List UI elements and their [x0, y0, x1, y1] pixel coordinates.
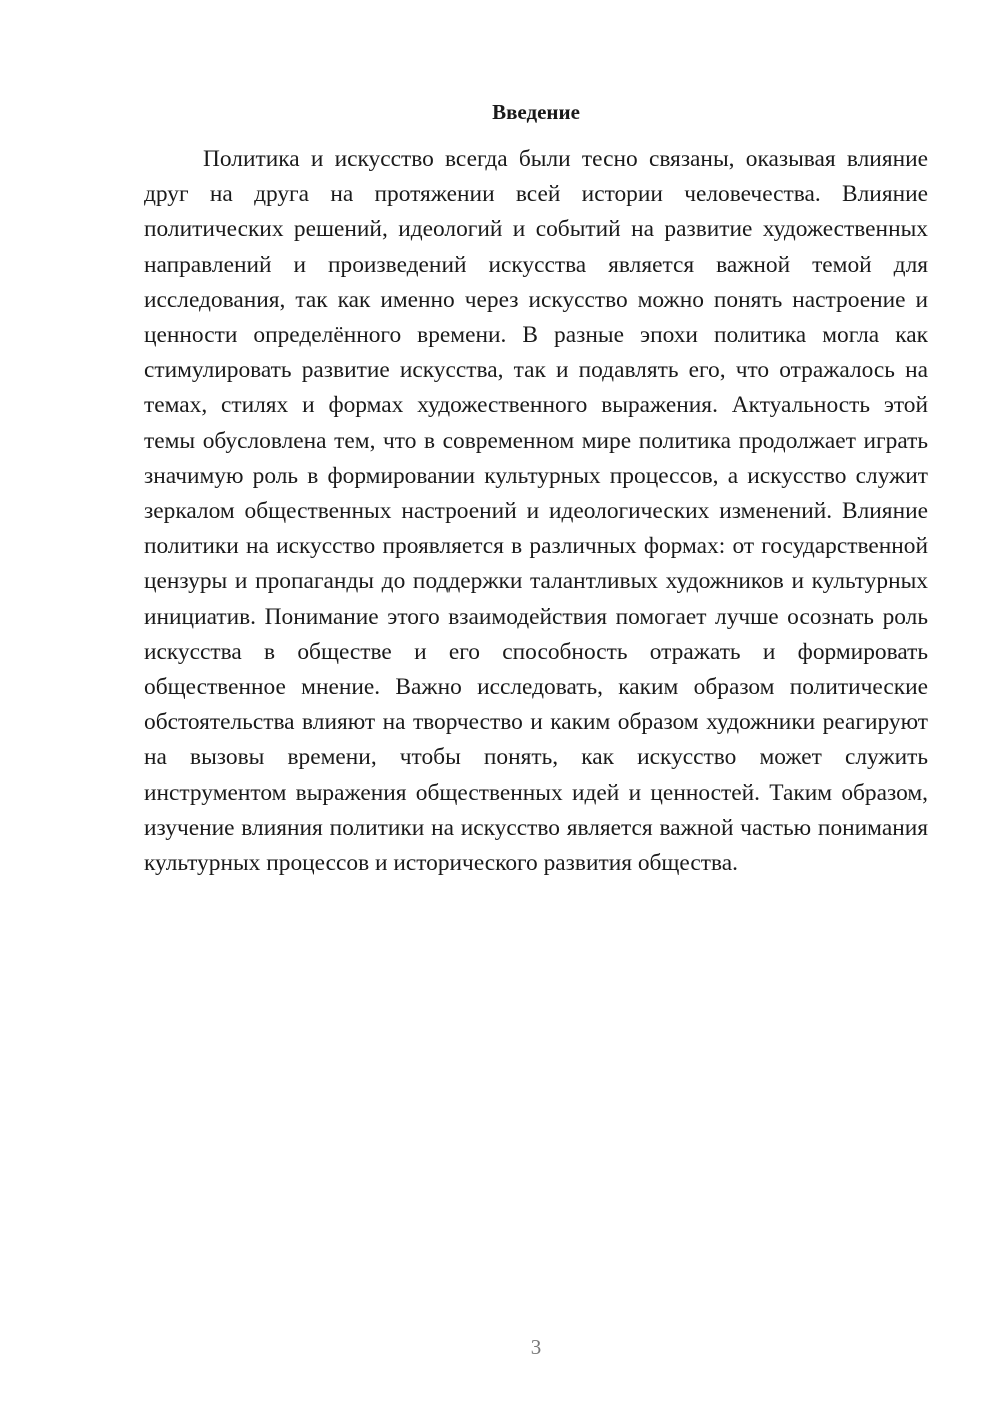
body-paragraph: Политика и искусство всегда были тесно связаны, оказывая влияние друг на друга на протяжении всей истории человечества. Влияние политических решений, идеологий и событий на развитие художественных направлений и произведений искусства является важной темой для исследования, так как именно через искусство можно понять настроение и ценности определённого времени. В разные эпохи политика могла как стимулировать развитие искусства, так и подавлять его, что отражалось на темах, стилях и формах художественного выражения. Актуальность этой темы обусловлена тем, что в современном мире политика продолжает играть значимую роль в формировании культурных процессов, а искусство служит зеркалом общественных настроений и идеологических изменений. Влияние политики на искусство проявляется в различных формах: от государственной цензуры и пропаганды до поддержки талантливых художников и культурных инициатив. Понимание этого взаимодействия помогает лучше осознать роль искусства в обществе и его способность отражать и формировать общественное мнение. Важно исследовать, каким образом политические обстоятельства влияют на творчество и каким образом художники реагируют на вызовы времени, чтобы понять, как искусство может служить инструментом выражения общественных идей и ценностей. Таким образом, изучение влияния политики на искусство является важной частью понимания культурных процессов и исторического развития общества. — [144, 146, 928, 877]
page-number: 3 — [530, 1335, 542, 1359]
section-heading: Введение — [492, 100, 580, 124]
